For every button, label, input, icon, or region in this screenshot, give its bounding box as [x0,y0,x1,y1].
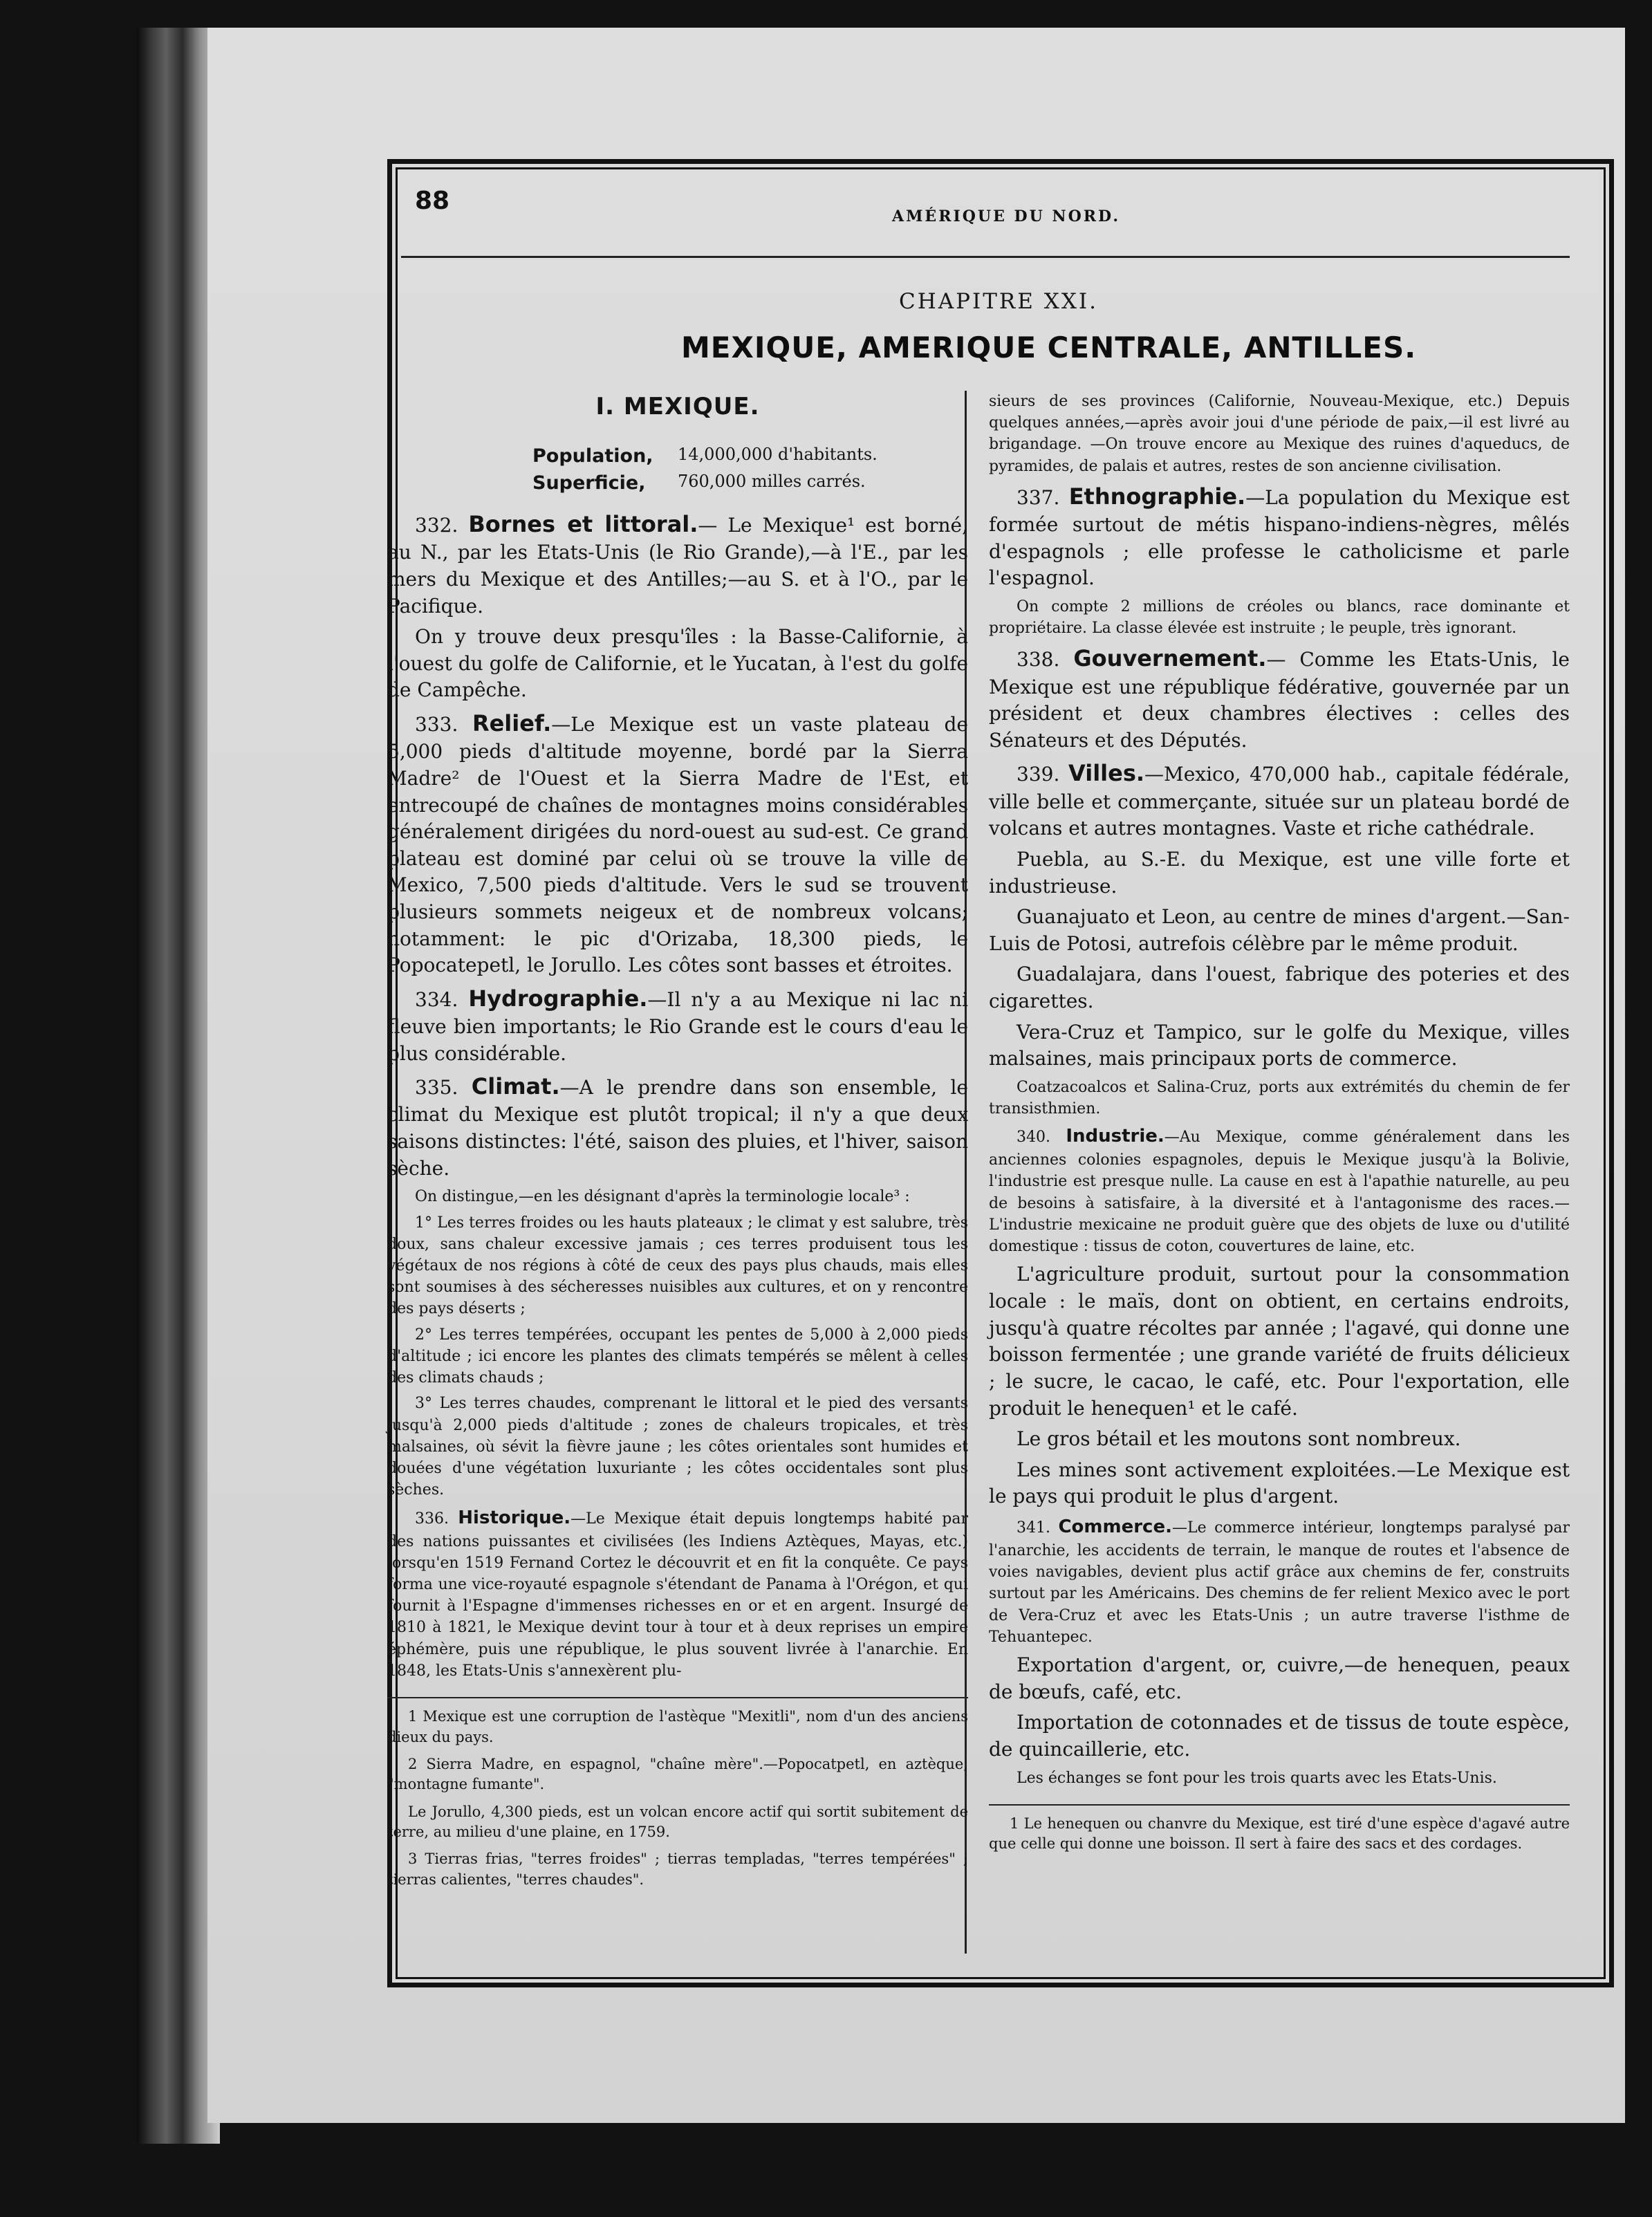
footnote-rule [989,1804,1570,1806]
footnote-rule [387,1697,968,1698]
running-title: AMÉRIQUE DU NORD. [892,207,1120,225]
stat-value: 14,000,000 d'habitants. [678,444,878,464]
footnote: 1 Mexique est une corruption de l'astèque "Mexitli", nom d'un des anciens dieux du pays. [387,1708,968,1745]
paragraph-339f: Coatzacoalcos et Salina-Cruz, ports aux extrémités du chemin de fer transisthmien. [989,1078,1570,1118]
footnote: Le Jorullo, 4,300 pieds, est un volcan encore actif qui sortit subitement de terre, au milieu d'une plaine, en 1759. [387,1803,968,1841]
paragraph-334: 334. Hydrographie.—Il n'y a au Mexique ni lac ni fleuve bien importants; le Rio Grande est le cours d'eau le plus considérable. [387,985,968,1065]
paragraph-339d: Guadalajara, dans l'ouest, fabrique des poteries et des cigarettes. [989,963,1570,1012]
paragraph-338: 338. Gouvernement.— Comme les Etats-Unis, le Mexique est une république fédérative, gouvernée par un président et deux chambres électives : celles des Sénateurs et des Députés. [989,645,1570,752]
paragraph-heading: Gouvernement. [1073,645,1267,672]
paragraph-339: 339. Villes.—Mexico, 470,000 hab., capitale fédérale, ville belle et commerçante, située sur un plateau bordé de volcans et autres montagnes. Vaste et riche cathédrale. [989,760,1570,840]
paragraph-341: 341. Commerce.—Le commerce intérieur, longtemps paralysé par l'anarchie, les accidents de terrain, le manque de routes et l'absence de voies navigables, devient plus actif grâce aux chemins de fer, construits surtout par les Américains. Des chemins de fer relient Mexico avec le port de Vera-Cruz et avec les Etats-Unis ; un autre traverse l'isthme de Tehuantepec. [989,1516,1570,1646]
section-heading: I. MEXIQUE. [595,393,760,420]
stats-table [532,443,968,497]
chapter-label: CHAPITRE XXI. [899,289,1098,314]
paragraph-heading: Villes. [1068,760,1145,787]
paragraph-340d: Les mines sont activement exploitées.—Le Mexique est le pays qui produit le plus d'argent. [989,1458,1570,1508]
page-number: 88 [415,187,450,215]
climate-item-2: 2° Les terres tempérées, occupant les pentes de 5,000 à 2,000 pieds d'altitude ; ici encore les plantes des climats tempérés se mêlent à celles des climats chauds ; [387,1326,968,1387]
climate-intro: On distingue,—en les désignant d'après la terminologie locale³ : [415,1188,910,1206]
stat-value: 760,000 milles carrés. [678,472,866,492]
chapter-title: MEXIQUE, AMERIQUE CENTRALE, ANTILLES. [681,331,1417,364]
paragraph-341c: Importation de cotonnades et de tissus de toute espèce, de quincaillerie, etc. [989,1711,1570,1761]
footnote: 1 Le henequen ou chanvre du Mexique, est tiré d'une espèce d'agavé autre que celle qui donne une boisson. Il sert à faire des sacs et des cordages. [989,1815,1570,1853]
right-column [989,391,1570,1862]
paragraph-339b: Puebla, au S.-E. du Mexique, est une ville forte et industrieuse. [989,847,1570,898]
paragraph-heading: Historique. [458,1507,571,1528]
paragraph-332b: On y trouve deux presqu'îles : la Basse-Californie, à l'ouest du golfe de Californie, et le Yucatan, à l'est du golfe de Campêche. [387,625,968,702]
left-column [387,391,968,1897]
climate-item-3: 3° Les terres chaudes, comprenant le littoral et le pied des versants jusqu'à 2,000 pieds d'altitude ; zones de chaleurs tropicales, et très malsaines, où sévit la fièvre jaune ; les côtes orientales sont humides et douées d'une végétation luxuriante ; les côtes occidentales sont plus sèches. [387,1395,968,1499]
paragraph-340b: L'agriculture produit, surtout pour la consommation locale : le maïs, dont on obtient, en certains endroits, jusqu'à quatre récoltes par année ; l'agavé, qui donne une boisson fermentée ; une grande variété de fruits délicieux ; le sucre, le cacao, le café, etc. Pour l'exportation, elle produit le henequen¹ et le café. [989,1263,1570,1420]
paragraph-336-continued: sieurs de ses provinces (Californie, Nouveau-Mexique, etc.) Depuis quelques années,—après avoir joui d'une période de paix,—il est livré au brigandage. —On trouve encore au Mexique des ruines d'aqueducs, de pyramides, de palais et autres, restes de son ancienne civilisation. [989,393,1570,475]
paragraph-332: 332. Bornes et littoral.— Le Mexique¹ est borné, au N., par les Etats-Unis (le Rio Grande),—à l'E., par les mers du Mexique et des Antilles;—au S. et à l'O., par le Pacifique. [387,511,969,618]
paragraph-333: 333. Relief.—Le Mexique est un vaste plateau de 5,000 pieds d'altitude moyenne, bordé par la Sierra Madre² de l'Ouest et la Sierra Madre de l'Est, et entrecoupé de chaînes de montagnes moins considérables généralement dirigées du nord-ouest au sud-est. Ce grand plateau est dominé par celui où se trouve la ville de Mexico, 7,500 pieds d'altitude. Vers le sud se trouvent plusieurs sommets neigeux et de nombreux volcans; notamment: le pic d'Orizaba, 18,300 pieds, le Popocatepetl, le Jorullo. Les côtes sont basses et étroites. [387,710,969,977]
paragraph-heading: Hydrographie. [468,985,648,1012]
paragraph-341d: Les échanges se font pour les trois quarts avec les Etats-Unis. [1017,1769,1497,1787]
header-rule [401,256,1570,258]
paragraph-340c: Le gros bétail et les moutons sont nombreux. [1017,1427,1461,1451]
paragraph-337b: On compte 2 millions de créoles ou blancs, race dominante et propriétaire. La classe élevée est instruite ; le peuple, très ignorant. [989,597,1570,638]
paragraph-341b: Exportation d'argent, or, cuivre,—de henequen, peaux de bœufs, café, etc. [989,1653,1570,1703]
paragraph-340: 340. Industrie.—Au Mexique, comme généralement dans les anciennes colonies espagnoles, depuis le Mexique jusqu'à la Bolivie, l'industrie est presque nulle. La cause en est à l'apathie naturelle, au peu de besoins à satisfaire, à la diversité et à l'antagonisme des races.—L'industrie mexicaine ne produit guère que des objets de luxe ou d'utilité domestique : tissus de coton, couvertures de laine, etc. [989,1126,1570,1256]
stat-label: Population, [532,445,653,467]
paragraph-339e: Vera-Cruz et Tampico, sur le golfe du Mexique, villes malsaines, mais principaux ports de commerce. [989,1020,1570,1070]
footnote: 3 Tierras frias, "terres froides" ; tierras templadas, "terres tempérées" ; tierras calientes, "terres chaudes". [387,1850,968,1888]
paragraph-heading: Relief. [472,710,552,737]
paragraph-339c: Guanajuato et Leon, au centre de mines d'argent.—San-Luis de Potosi, autrefois célèbre par le même produit. [989,905,1570,955]
stat-label: Superficie, [532,472,646,494]
climate-item-1: 1° Les terres froides ou les hauts plateaux ; le climat y est salubre, très doux, sans chaleur excessive jamais ; ces terres produisent tous les végétaux de nos régions à côté de ceux des pays plus chauds, mais elles sont soumises à des sécheresses nuisibles aux cultures, et on y rencontre des pays déserts ; [387,1214,968,1318]
paragraph-337: 337. Ethnographie.—La population du Mexique est formée surtout de métis hispano-indiens-nègres, mêlés d'espagnols ; elle professe le catholicisme et parle l'espagnol. [989,483,1570,590]
paragraph-heading: Bornes et littoral. [468,511,698,538]
paragraph-heading: Commerce. [1058,1516,1172,1538]
paragraph-heading: Ethnographie. [1068,483,1246,510]
paragraph-335: 335. Climat.—A le prendre dans son ensemble, le climat du Mexique est plutôt tropical; il n'y a que deux saisons distinctes: l'été, saison des pluies, et l'hiver, saison sèche. [387,1073,968,1180]
paragraph-336: 336. Historique.—Le Mexique était depuis longtemps habité par des nations puissantes et civilisées (les Indiens Aztèques, Mayas, etc.) lorsqu'en 1519 Fernand Cortez le découvrit et en fit la conquête. Ce pays forma une vice-royauté espagnole s'étendant de Panama à l'Orégon, et qui fournit à l'Espagne d'immenses richesses en or et en argent. Insurgé de 1810 à 1821, le Mexique devint tour à tour et à deux reprises un empire éphémère, puis une république, le plus souvent livrée à l'anarchie. En 1848, les Etats-Unis s'annexèrent plu- [387,1507,968,1680]
paragraph-heading: Climat. [471,1073,560,1100]
footnote: 2 Sierra Madre, en espagnol, "chaîne mère".—Popocatpetl, en aztèque, "montagne fumante". [387,1755,968,1793]
paragraph-heading: Industrie. [1066,1126,1164,1147]
